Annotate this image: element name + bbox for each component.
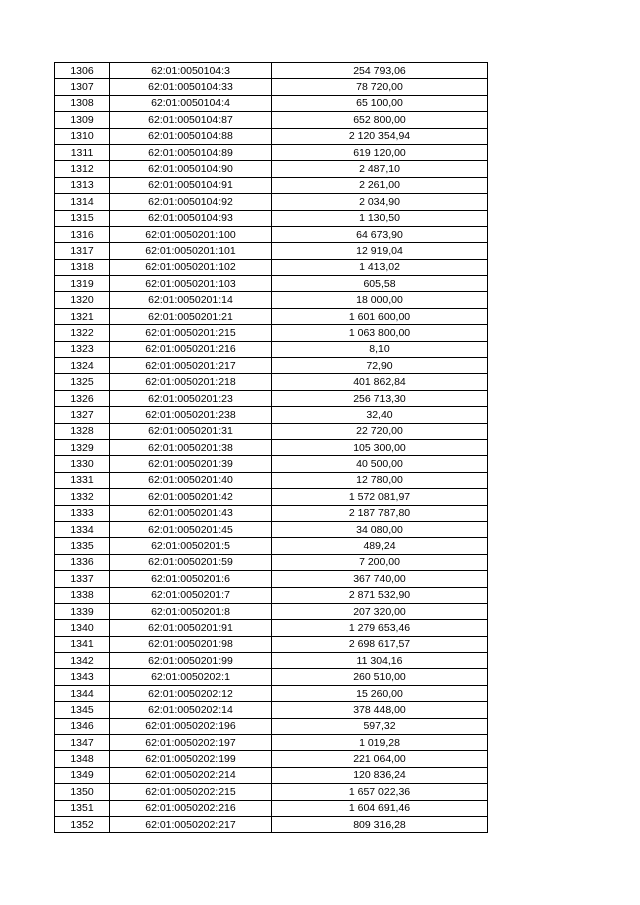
table-row: [55, 292, 488, 308]
value-cell: 1 413,02: [272, 259, 488, 275]
cadastral-number-cell: 62:01:0050201:43: [110, 505, 272, 521]
row-number-cell: 1333: [55, 505, 110, 521]
cadastral-number-cell: 62:01:0050202:215: [110, 784, 272, 800]
cadastral-number-cell: 62:01:0050104:4: [110, 95, 272, 111]
value-cell: 65 100,00: [272, 95, 488, 111]
row-number-cell: 1310: [55, 128, 110, 144]
table-row: [55, 161, 488, 177]
cadastral-number-cell: 62:01:0050201:7: [110, 587, 272, 603]
row-number-cell: 1332: [55, 489, 110, 505]
table-row: [55, 784, 488, 800]
value-cell: 22 720,00: [272, 423, 488, 439]
cadastral-number-cell: 62:01:0050104:92: [110, 194, 272, 210]
table-row: [55, 571, 488, 587]
cadastral-number-cell: 62:01:0050201:101: [110, 243, 272, 259]
table-row: [55, 603, 488, 619]
row-number-cell: 1337: [55, 571, 110, 587]
value-cell: 105 300,00: [272, 439, 488, 455]
data-table: [54, 62, 488, 833]
row-number-cell: 1323: [55, 341, 110, 357]
value-cell: 260 510,00: [272, 669, 488, 685]
table-row: [55, 63, 488, 79]
row-number-cell: 1319: [55, 276, 110, 292]
row-number-cell: 1311: [55, 144, 110, 160]
row-number-cell: 1343: [55, 669, 110, 685]
cadastral-number-cell: 62:01:0050104:87: [110, 112, 272, 128]
table-row: [55, 308, 488, 324]
row-number-cell: 1320: [55, 292, 110, 308]
value-cell: 1 601 600,00: [272, 308, 488, 324]
table-row: [55, 358, 488, 374]
row-number-cell: 1352: [55, 816, 110, 832]
value-cell: 378 448,00: [272, 702, 488, 718]
row-number-cell: 1309: [55, 112, 110, 128]
table-row: [55, 669, 488, 685]
row-number-cell: 1346: [55, 718, 110, 734]
value-cell: 32,40: [272, 407, 488, 423]
row-number-cell: 1316: [55, 226, 110, 242]
row-number-cell: 1347: [55, 735, 110, 751]
cadastral-number-cell: 62:01:0050104:89: [110, 144, 272, 160]
cadastral-number-cell: 62:01:0050201:238: [110, 407, 272, 423]
table-row: [55, 620, 488, 636]
cadastral-number-cell: 62:01:0050201:103: [110, 276, 272, 292]
table-row: [55, 423, 488, 439]
table-row: [55, 194, 488, 210]
cadastral-number-cell: 62:01:0050201:102: [110, 259, 272, 275]
cadastral-number-cell: 62:01:0050202:196: [110, 718, 272, 734]
cadastral-number-cell: 62:01:0050202:1: [110, 669, 272, 685]
cadastral-number-cell: 62:01:0050201:5: [110, 538, 272, 554]
table-row: [55, 95, 488, 111]
row-number-cell: 1325: [55, 374, 110, 390]
cadastral-number-cell: 62:01:0050201:91: [110, 620, 272, 636]
row-number-cell: 1327: [55, 407, 110, 423]
value-cell: 401 862,84: [272, 374, 488, 390]
cadastral-number-cell: 62:01:0050201:21: [110, 308, 272, 324]
table-row: [55, 341, 488, 357]
cadastral-number-cell: 62:01:0050201:31: [110, 423, 272, 439]
cadastral-number-cell: 62:01:0050201:215: [110, 325, 272, 341]
table-row: [55, 177, 488, 193]
value-cell: 18 000,00: [272, 292, 488, 308]
table-body: [55, 63, 488, 833]
cadastral-number-cell: 62:01:0050201:100: [110, 226, 272, 242]
value-cell: 7 200,00: [272, 554, 488, 570]
value-cell: 2 261,00: [272, 177, 488, 193]
table-row: [55, 259, 488, 275]
table-row: [55, 144, 488, 160]
value-cell: 78 720,00: [272, 79, 488, 95]
value-cell: 489,24: [272, 538, 488, 554]
value-cell: 254 793,06: [272, 63, 488, 79]
value-cell: 15 260,00: [272, 685, 488, 701]
cadastral-number-cell: 62:01:0050201:14: [110, 292, 272, 308]
cadastral-number-cell: 62:01:0050202:14: [110, 702, 272, 718]
value-cell: 12 919,04: [272, 243, 488, 259]
row-number-cell: 1324: [55, 358, 110, 374]
value-cell: 1 604 691,46: [272, 800, 488, 816]
cadastral-number-cell: 62:01:0050104:91: [110, 177, 272, 193]
table-row: [55, 456, 488, 472]
row-number-cell: 1317: [55, 243, 110, 259]
row-number-cell: 1335: [55, 538, 110, 554]
table-row: [55, 685, 488, 701]
value-cell: 652 800,00: [272, 112, 488, 128]
table-row: [55, 538, 488, 554]
value-cell: 2 487,10: [272, 161, 488, 177]
row-number-cell: 1306: [55, 63, 110, 79]
value-cell: 1 063 800,00: [272, 325, 488, 341]
cadastral-number-cell: 62:01:0050201:45: [110, 521, 272, 537]
table-row: [55, 816, 488, 832]
value-cell: 34 080,00: [272, 521, 488, 537]
value-cell: 11 304,16: [272, 653, 488, 669]
cadastral-number-cell: 62:01:0050202:197: [110, 735, 272, 751]
table-row: [55, 79, 488, 95]
value-cell: 1 657 022,36: [272, 784, 488, 800]
value-cell: 72,90: [272, 358, 488, 374]
cadastral-number-cell: 62:01:0050201:42: [110, 489, 272, 505]
value-cell: 2 187 787,80: [272, 505, 488, 521]
value-cell: 12 780,00: [272, 472, 488, 488]
value-cell: 809 316,28: [272, 816, 488, 832]
row-number-cell: 1329: [55, 439, 110, 455]
row-number-cell: 1322: [55, 325, 110, 341]
row-number-cell: 1351: [55, 800, 110, 816]
table-row: [55, 505, 488, 521]
row-number-cell: 1331: [55, 472, 110, 488]
value-cell: 120 836,24: [272, 767, 488, 783]
row-number-cell: 1342: [55, 653, 110, 669]
value-cell: 1 279 653,46: [272, 620, 488, 636]
value-cell: 64 673,90: [272, 226, 488, 242]
table-row: [55, 767, 488, 783]
value-cell: 1 019,28: [272, 735, 488, 751]
value-cell: 256 713,30: [272, 390, 488, 406]
value-cell: 40 500,00: [272, 456, 488, 472]
cadastral-number-cell: 62:01:0050104:90: [110, 161, 272, 177]
row-number-cell: 1348: [55, 751, 110, 767]
cadastral-number-cell: 62:01:0050202:216: [110, 800, 272, 816]
row-number-cell: 1315: [55, 210, 110, 226]
row-number-cell: 1345: [55, 702, 110, 718]
cadastral-number-cell: 62:01:0050201:6: [110, 571, 272, 587]
row-number-cell: 1314: [55, 194, 110, 210]
value-cell: 221 064,00: [272, 751, 488, 767]
row-number-cell: 1340: [55, 620, 110, 636]
cadastral-number-cell: 62:01:0050201:217: [110, 358, 272, 374]
table-row: [55, 243, 488, 259]
cadastral-number-cell: 62:01:0050104:93: [110, 210, 272, 226]
table-row: [55, 210, 488, 226]
cadastral-number-cell: 62:01:0050201:39: [110, 456, 272, 472]
cadastral-number-cell: 62:01:0050201:99: [110, 653, 272, 669]
table-row: [55, 800, 488, 816]
row-number-cell: 1344: [55, 685, 110, 701]
cadastral-number-cell: 62:01:0050104:88: [110, 128, 272, 144]
row-number-cell: 1326: [55, 390, 110, 406]
cadastral-number-cell: 62:01:0050201:216: [110, 341, 272, 357]
cadastral-number-cell: 62:01:0050201:23: [110, 390, 272, 406]
cadastral-number-cell: 62:01:0050202:217: [110, 816, 272, 832]
table-row: [55, 374, 488, 390]
value-cell: 2 871 532,90: [272, 587, 488, 603]
cadastral-number-cell: 62:01:0050201:40: [110, 472, 272, 488]
row-number-cell: 1339: [55, 603, 110, 619]
cadastral-number-cell: 62:01:0050202:214: [110, 767, 272, 783]
row-number-cell: 1334: [55, 521, 110, 537]
table-row: [55, 439, 488, 455]
cadastral-number-cell: 62:01:0050201:59: [110, 554, 272, 570]
row-number-cell: 1313: [55, 177, 110, 193]
value-cell: 605,58: [272, 276, 488, 292]
value-cell: 619 120,00: [272, 144, 488, 160]
cadastral-number-cell: 62:01:0050104:33: [110, 79, 272, 95]
value-cell: 8,10: [272, 341, 488, 357]
row-number-cell: 1307: [55, 79, 110, 95]
row-number-cell: 1350: [55, 784, 110, 800]
cadastral-number-cell: 62:01:0050104:3: [110, 63, 272, 79]
table-row: [55, 407, 488, 423]
table-row: [55, 128, 488, 144]
table-row: [55, 718, 488, 734]
row-number-cell: 1341: [55, 636, 110, 652]
table-row: [55, 472, 488, 488]
cadastral-number-cell: 62:01:0050202:12: [110, 685, 272, 701]
table-row: [55, 325, 488, 341]
row-number-cell: 1330: [55, 456, 110, 472]
value-cell: 367 740,00: [272, 571, 488, 587]
cadastral-number-cell: 62:01:0050201:8: [110, 603, 272, 619]
cadastral-number-cell: 62:01:0050202:199: [110, 751, 272, 767]
value-cell: 597,32: [272, 718, 488, 734]
cadastral-number-cell: 62:01:0050201:38: [110, 439, 272, 455]
table-row: [55, 390, 488, 406]
table-row: [55, 636, 488, 652]
table-row: [55, 112, 488, 128]
table-row: [55, 702, 488, 718]
row-number-cell: 1349: [55, 767, 110, 783]
row-number-cell: 1318: [55, 259, 110, 275]
row-number-cell: 1336: [55, 554, 110, 570]
row-number-cell: 1308: [55, 95, 110, 111]
table-row: [55, 735, 488, 751]
row-number-cell: 1321: [55, 308, 110, 324]
row-number-cell: 1338: [55, 587, 110, 603]
row-number-cell: 1312: [55, 161, 110, 177]
row-number-cell: 1328: [55, 423, 110, 439]
table-row: [55, 276, 488, 292]
value-cell: 2 698 617,57: [272, 636, 488, 652]
table-row: [55, 751, 488, 767]
value-cell: 1 572 081,97: [272, 489, 488, 505]
table-row: [55, 226, 488, 242]
table-row: [55, 653, 488, 669]
cadastral-number-cell: 62:01:0050201:218: [110, 374, 272, 390]
value-cell: 2 120 354,94: [272, 128, 488, 144]
cadastral-number-cell: 62:01:0050201:98: [110, 636, 272, 652]
table-row: [55, 554, 488, 570]
table-row: [55, 587, 488, 603]
value-cell: 207 320,00: [272, 603, 488, 619]
value-cell: 2 034,90: [272, 194, 488, 210]
value-cell: 1 130,50: [272, 210, 488, 226]
table-row: [55, 489, 488, 505]
table-row: [55, 521, 488, 537]
